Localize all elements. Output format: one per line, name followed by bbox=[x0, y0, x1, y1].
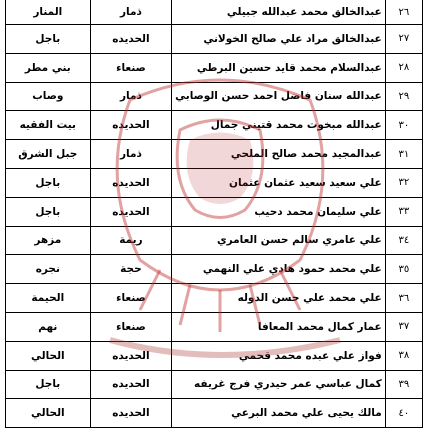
governorate: صنعاء bbox=[90, 284, 172, 313]
governorate: صنعاء bbox=[90, 53, 172, 82]
governorate: حجة bbox=[90, 255, 172, 284]
table-row bbox=[6, 399, 423, 428]
person-name: علي سعيد سعيد عثمان عثمان bbox=[172, 168, 386, 197]
governorate: الحديده bbox=[90, 168, 172, 197]
table-row bbox=[6, 255, 423, 284]
table-row bbox=[6, 341, 423, 370]
person-name: علي محمد علي حسن الدوله bbox=[172, 284, 386, 313]
district: مزهر bbox=[6, 226, 91, 255]
row-number: ٣٤ bbox=[385, 226, 422, 255]
table-row bbox=[6, 0, 423, 25]
district: نجره bbox=[6, 255, 91, 284]
table-row bbox=[6, 312, 423, 341]
governorate: ذمار bbox=[90, 0, 172, 25]
table-row bbox=[6, 53, 423, 82]
person-name: عبدالمجيد محمد صالح الملحي bbox=[172, 140, 386, 169]
person-name: علي محمد حمود هادي علي النهمي bbox=[172, 255, 386, 284]
table-row bbox=[6, 226, 423, 255]
table-row bbox=[6, 370, 423, 399]
governorate: الحديده bbox=[90, 197, 172, 226]
table-row bbox=[6, 25, 423, 54]
row-number: ٣٠ bbox=[385, 111, 422, 140]
district: جبل الشرق bbox=[6, 140, 91, 169]
row-number: ٢٦ bbox=[385, 0, 422, 25]
row-number: ٣٦ bbox=[385, 284, 422, 313]
district: وصاب bbox=[6, 82, 91, 111]
row-number: ٣٢ bbox=[385, 168, 422, 197]
person-name: عبدالله مبخوت محمد قتيني جمال bbox=[172, 111, 386, 140]
district: الحالي bbox=[6, 399, 91, 428]
district: بيت الفقيه bbox=[6, 111, 91, 140]
person-name: علي عامري سالم حسن العامري bbox=[172, 226, 386, 255]
person-name: عمار كمال محمد المعافا bbox=[172, 312, 386, 341]
table-row bbox=[6, 284, 423, 313]
person-name: عبدالخالق مراد علي صالح الخولاني bbox=[172, 25, 386, 54]
person-name: مالك يحيى علي محمد البرعي bbox=[172, 399, 386, 428]
governorate: ريمة bbox=[90, 226, 172, 255]
row-number: ٢٨ bbox=[385, 53, 422, 82]
names-table bbox=[5, 0, 423, 428]
person-name: علي سليمان محمد دحيب bbox=[172, 197, 386, 226]
table-row bbox=[6, 111, 423, 140]
row-number: ٤٠ bbox=[385, 399, 422, 428]
district: باجل bbox=[6, 197, 91, 226]
district: باجل bbox=[6, 168, 91, 197]
governorate: الحديده bbox=[90, 25, 172, 54]
row-number: ٣٧ bbox=[385, 312, 422, 341]
table-row bbox=[6, 82, 423, 111]
row-number: ٣٨ bbox=[385, 341, 422, 370]
district: باجل bbox=[6, 370, 91, 399]
table-row bbox=[6, 140, 423, 169]
governorate: صنعاء bbox=[90, 312, 172, 341]
person-name: فواز علي عبده محمد قحمي bbox=[172, 341, 386, 370]
row-number: ٣٣ bbox=[385, 197, 422, 226]
row-number: ٣٥ bbox=[385, 255, 422, 284]
governorate: الحديده bbox=[90, 399, 172, 428]
table-row bbox=[6, 197, 423, 226]
person-name: عبدالله سنان فاضل احمد حسن الوصابي bbox=[172, 82, 386, 111]
district: نهم bbox=[6, 312, 91, 341]
row-number: ٣٩ bbox=[385, 370, 422, 399]
district: المنار bbox=[6, 0, 91, 25]
person-name: عبدالسلام محمد قايد حسين البرطي bbox=[172, 53, 386, 82]
district: الحالي bbox=[6, 341, 91, 370]
person-name: عبدالخالق محمد عبدالله جبيلي bbox=[172, 0, 386, 25]
governorate: الحديده bbox=[90, 370, 172, 399]
district: باجل bbox=[6, 25, 91, 54]
row-number: ٢٧ bbox=[385, 25, 422, 54]
governorate: الحديده bbox=[90, 341, 172, 370]
row-number: ٣١ bbox=[385, 140, 422, 169]
governorate: ذمار bbox=[90, 140, 172, 169]
district: الحيمة bbox=[6, 284, 91, 313]
row-number: ٢٩ bbox=[385, 82, 422, 111]
table-row bbox=[6, 168, 423, 197]
governorate: الحديده bbox=[90, 111, 172, 140]
governorate: ذمار bbox=[90, 82, 172, 111]
district: بني مطر bbox=[6, 53, 91, 82]
person-name: كمال عباسي عمر حيدري فرج غريفه bbox=[172, 370, 386, 399]
